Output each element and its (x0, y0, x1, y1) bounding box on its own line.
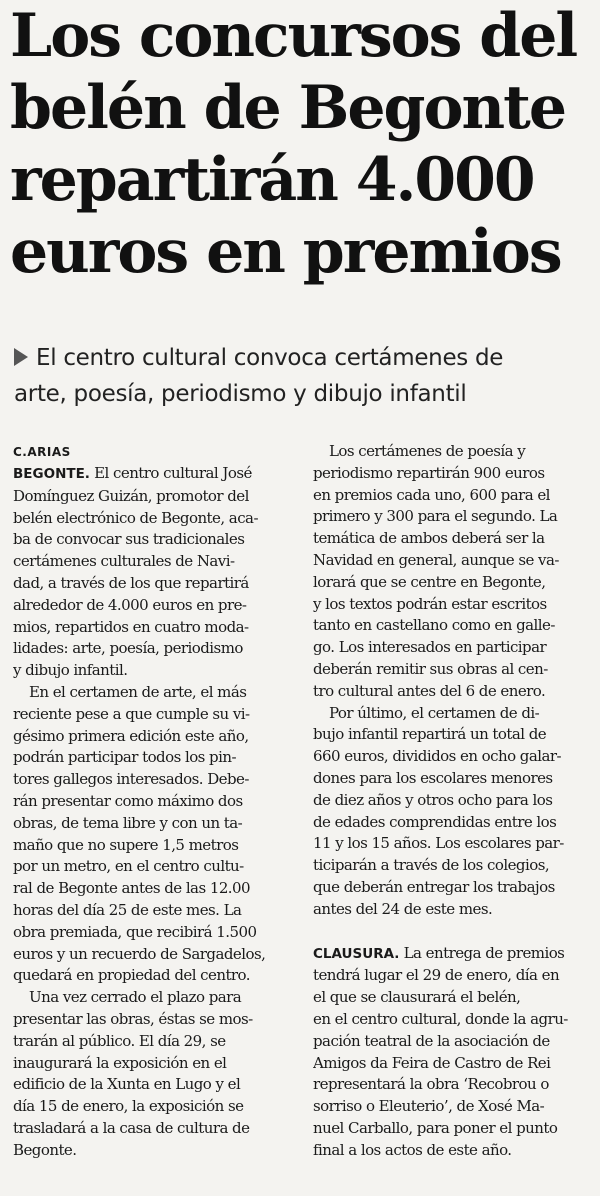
byline: C.ARIAS (13, 445, 71, 459)
text-line: antes del 24 de este mes. (313, 899, 493, 918)
text-line: podrán participar todos los pin- (13, 748, 236, 767)
text-line: certámenes culturales de Navi- (13, 552, 235, 571)
text-line: rán presentar como máximo dos (13, 791, 243, 810)
text-line: lidades: arte, poesía, periodismo (13, 639, 243, 658)
text-line: ba de convocar sus tradicionales (13, 530, 245, 549)
text-line: presentar las obras, éstas se mos- (13, 1009, 253, 1028)
text-line: gésimo primera edición este año, (13, 726, 249, 745)
article-column-left (13, 441, 305, 1162)
subheadline-text: El centro cultural convoca certámenes de (36, 345, 504, 371)
text-line: trarán al público. El día 29, se (13, 1031, 226, 1050)
text-line (13, 463, 305, 486)
text-line: tores gallegos interesados. Debe- (13, 770, 249, 789)
text-line: tendrá lugar el 29 de enero, día en (313, 966, 560, 985)
text-line: sorriso o Eleuterio’, de Xosé Ma- (313, 1097, 545, 1116)
text-line: horas del día 25 de este mes. La (13, 900, 242, 919)
text-line: tro cultural antes del 6 de enero. (313, 681, 546, 700)
text-line: periodismo repartirán 900 euros (313, 463, 545, 482)
triangle-bullet-icon (14, 348, 28, 366)
text-line: el que se clausurará el belén, (313, 988, 521, 1007)
text-line: Begonte. (13, 1140, 77, 1159)
text-line: belén electrónico de Begonte, aca- (13, 508, 258, 527)
text-line: quedará en propiedad del centro. (13, 966, 250, 985)
text-line: temática de ambos deberá ser la (313, 529, 545, 548)
text-line: en premios cada uno, 600 para el (313, 485, 550, 504)
dateline: BEGONTE. (13, 466, 90, 482)
text-line: Amigos da Feira de Castro de Rei (313, 1053, 551, 1072)
text-line: ticiparán a través de los colegios, (313, 856, 550, 875)
text-line: día 15 de enero, la exposición se (13, 1097, 244, 1116)
text-line: Una vez cerrado el plazo para (29, 988, 242, 1007)
text-line: obra premiada, que recibirá 1.500 (13, 922, 257, 941)
subheadline-line-2: arte, poesía, periodismo y dibujo infantil (14, 381, 467, 407)
text-line: alrededor de 4.000 euros en pre- (13, 595, 247, 614)
text-line: 660 euros, divididos en ocho galar- (313, 747, 562, 766)
text-line: Los certámenes de poesía y (329, 442, 526, 460)
text-line: bujo infantil repartirá un total de (313, 725, 547, 744)
text-line: y los textos podrán estar escritos (313, 594, 547, 613)
text-line: y dibujo infantil. (13, 661, 128, 680)
text-line: obras, de tema libre y con un ta- (13, 813, 243, 832)
text-line: por un metro, en el centro cultu- (13, 857, 244, 876)
paragraph-gap (313, 921, 600, 943)
text-line: primero y 300 para el segundo. La (313, 507, 558, 526)
text-line: de edades comprendidas entre los (313, 812, 557, 831)
section-lead: CLAUSURA. (313, 945, 400, 962)
headline-line: repartirán 4.000 (10, 145, 534, 215)
text-line-content: El centro cultural José (89, 464, 252, 482)
headline-line: belén de Begonte (10, 73, 565, 143)
text-line: que deberán entregar los trabajos (313, 877, 555, 896)
text-line: de diez años y otros ocho para los (313, 790, 553, 809)
text-line: En el certamen de arte, el más (29, 682, 247, 701)
text-line: trasladará a la casa de cultura de (13, 1118, 250, 1137)
text-line: Por último, el certamen de di- (329, 703, 540, 722)
text-line: maño que no supere 1,5 metros (13, 835, 239, 854)
text-line: euros y un recuerdo de Sargadelos, (13, 944, 266, 963)
subheadline-line-1 (14, 340, 594, 376)
headline-line: euros en premios (10, 217, 561, 287)
article-column-right (313, 441, 600, 1162)
text-line: go. Los interesados en participar (313, 638, 547, 657)
text-line: dones para los escolares menores (313, 768, 553, 787)
text-line: edificio de la Xunta en Lugo y el (13, 1075, 241, 1094)
headline (10, 0, 595, 288)
text-line: deberán remitir sus obras al cen- (313, 659, 548, 678)
text-line: nuel Carballo, para poner el punto (313, 1118, 558, 1137)
text-line: 11 y los 15 años. Los escolares par- (313, 834, 564, 853)
text-line: pación teatral de la asociación de (313, 1031, 550, 1050)
text-line: en el centro cultural, donde la agru- (313, 1009, 568, 1028)
text-line: ral de Begonte antes de las 12.00 (13, 879, 251, 898)
text-line: mios, repartidos en cuatro moda- (13, 617, 249, 636)
text-line: tanto en castellano como en galle- (313, 616, 555, 635)
text-line (313, 943, 600, 966)
text-line: Navidad en general, aunque se va- (313, 550, 559, 569)
text-line: inaugurará la exposición en el (13, 1053, 227, 1072)
text-line: Domínguez Guizán, promotor del (13, 486, 249, 505)
text-line: representará la obra ‘Recobrou o (313, 1075, 549, 1094)
headline-line: Los concursos del (10, 1, 577, 71)
subheadline (14, 340, 594, 412)
text-line: final a los actos de este año. (313, 1140, 512, 1159)
text-line: dad, a través de los que repartirá (13, 573, 249, 592)
text-line: lorará que se centre en Begonte, (313, 572, 546, 591)
text-line-content: La entrega de premios (399, 943, 565, 962)
text-line: reciente pese a que cumple su vi- (13, 704, 250, 723)
